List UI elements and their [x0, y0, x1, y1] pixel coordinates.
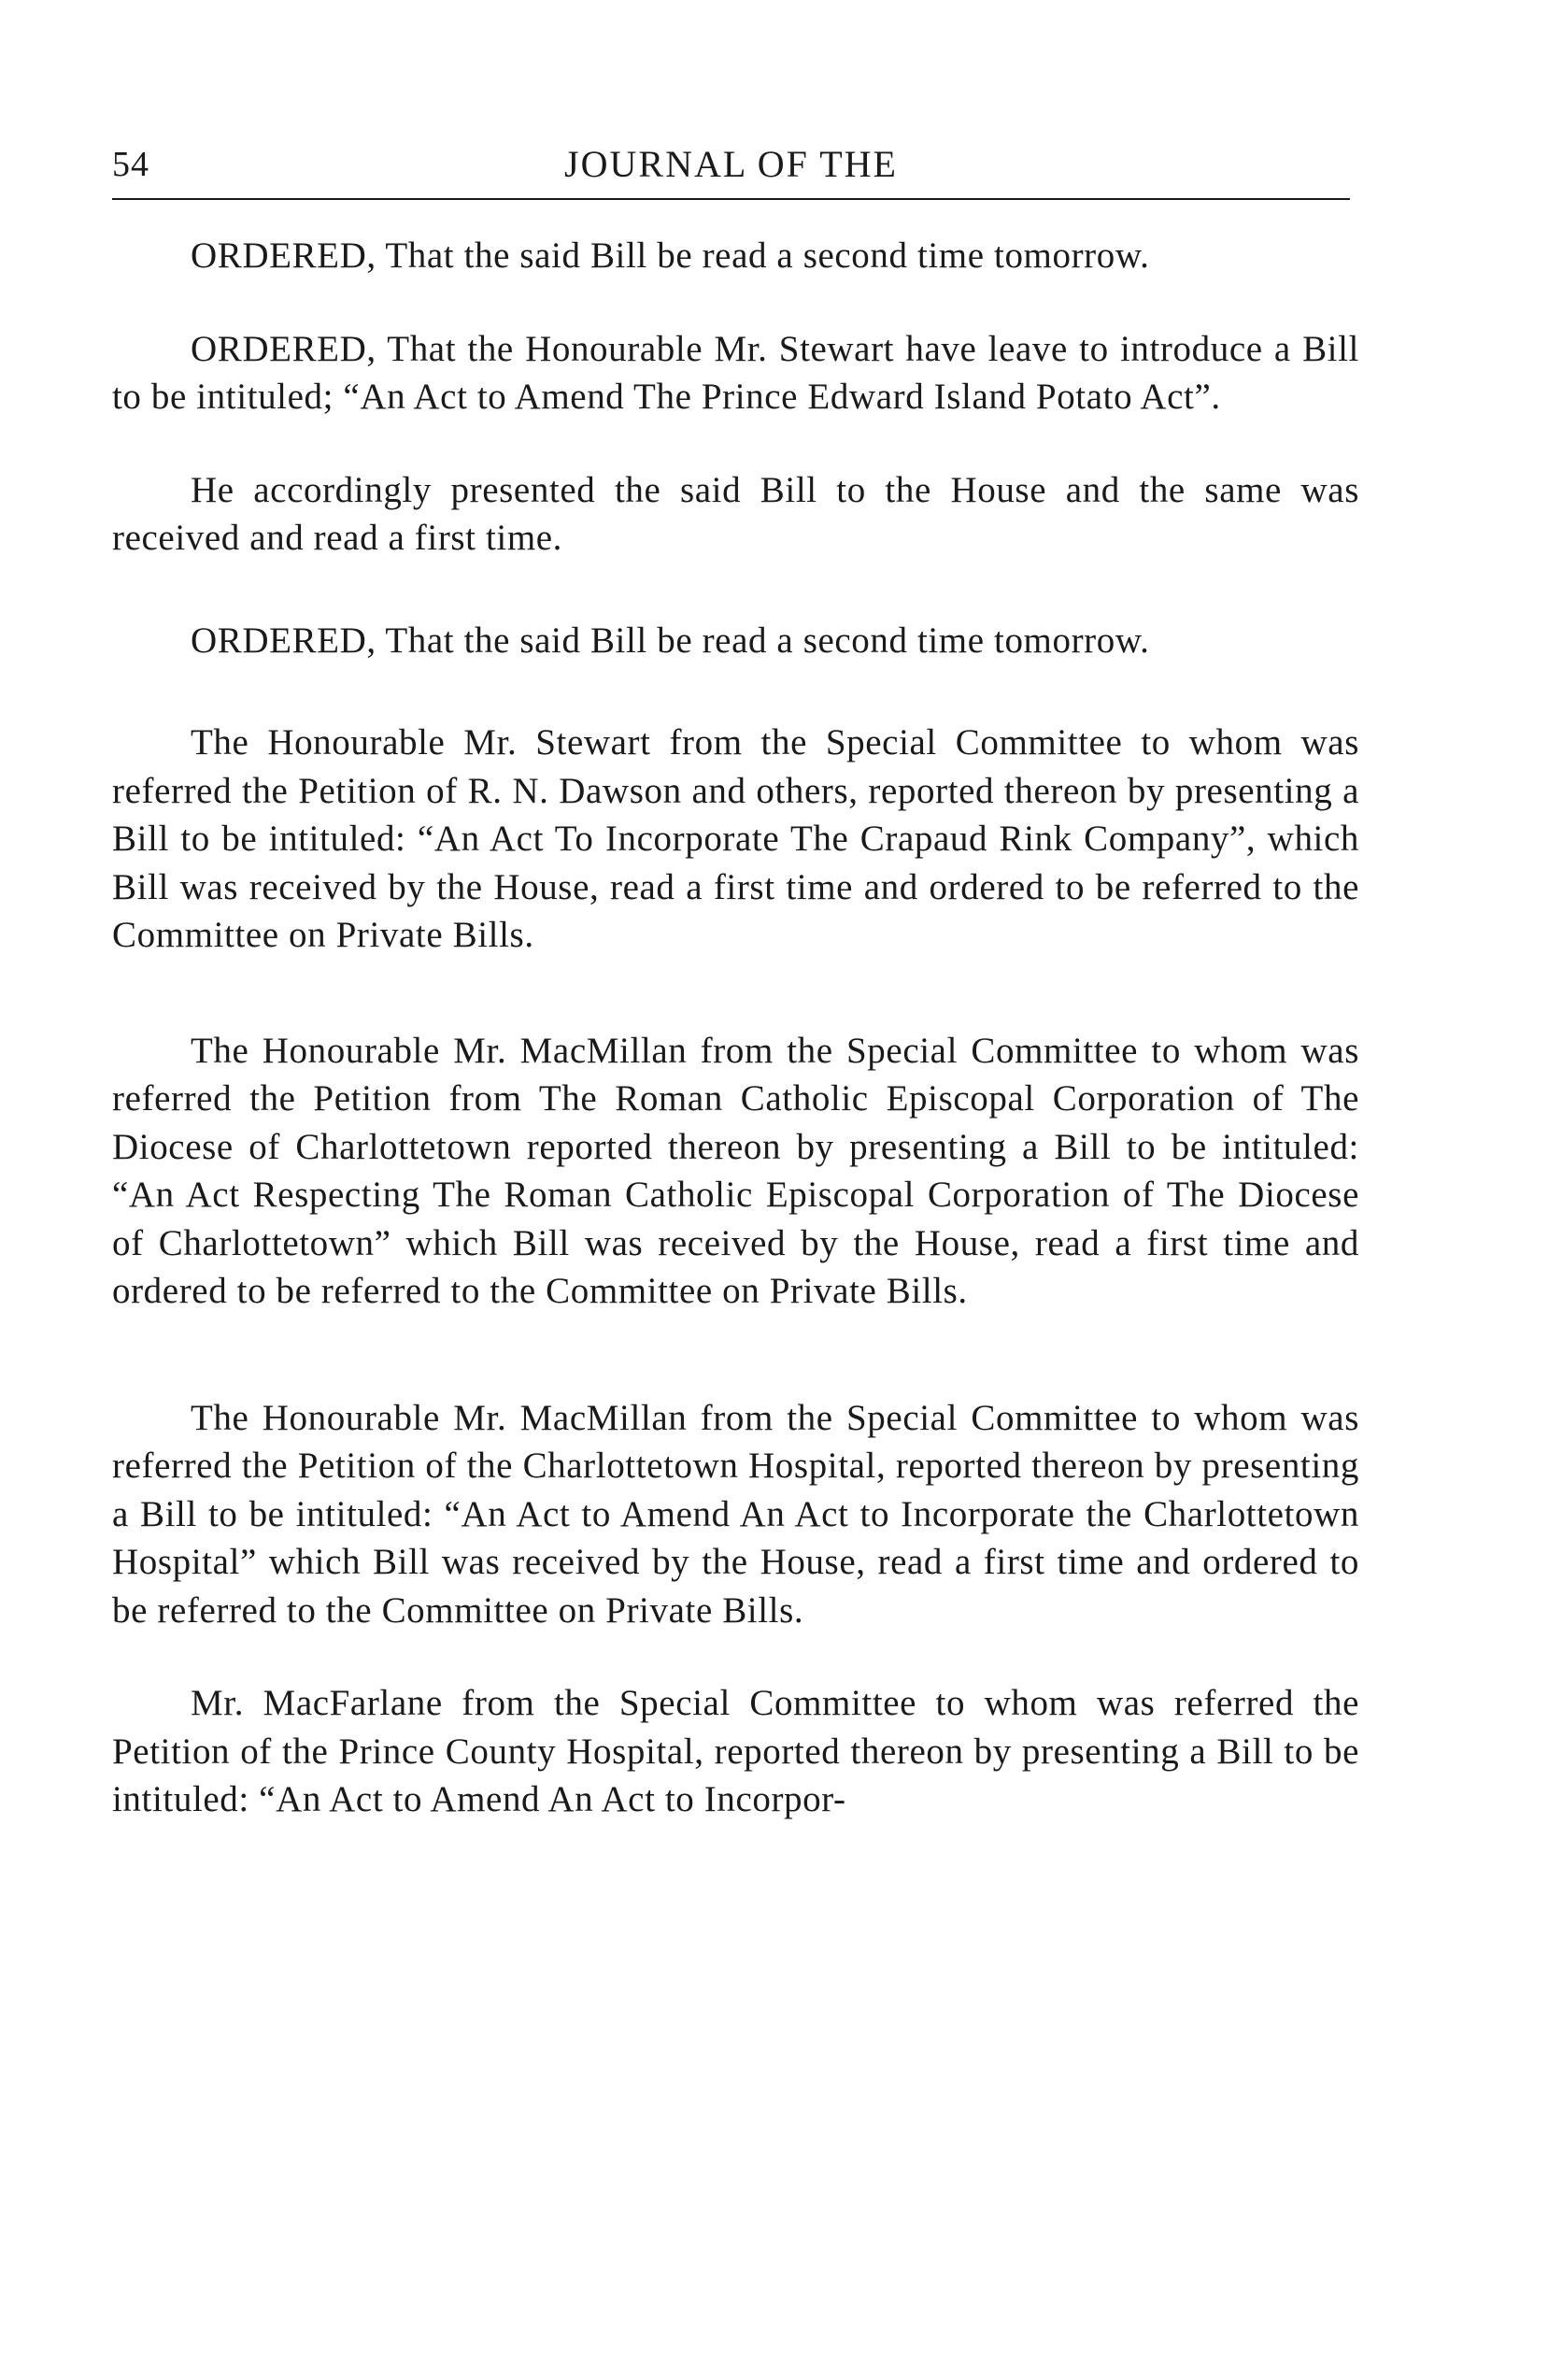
order-second-reading-1: ORDERED, That the said Bill be read a second time tomorrow.: [191, 235, 1150, 276]
order-second-reading-2: ORDERED, That the said Bill be read a second time tomorrow.: [191, 620, 1150, 661]
bill-presented-first-reading: He accordingly presented the said Bill to the House and the same was received and read a first time.: [112, 469, 1359, 558]
episcopal-corporation-report: The Honourable Mr. MacMillan from the Special Committee to whom was referred the Petition from The Roman Catholic Episcopal Corporation of The Diocese of Charlottetown reported thereon by presenting a Bill to be intituled: “An Act Respecting The Roman Catholic Episcopal Corporation of The Diocese of Charlottetown” which Bill was received by the House, read a first time and ordered to be referred to the Committee on Private Bills.: [112, 1030, 1359, 1311]
prince-county-hospital-report: Mr. MacFarlane from the Special Committee to whom was referred the Petition of the Prince County Hospital, reported thereon by presenting a Bill to be intituled: “An Act to Amend An Act to Incorpor-: [112, 1683, 1359, 1819]
page-number: 54: [112, 145, 149, 184]
journal-title: JOURNAL OF THE: [564, 143, 898, 185]
journal-body: [112, 232, 1359, 1824]
running-head: [112, 133, 1350, 200]
crapaud-rink-report: The Honourable Mr. Stewart from the Special Committee to whom was referred the Petition of R. N. Dawson and others, reported thereon by presenting a Bill to be intituled: “An Act To Incorporate The Crapaud Rink Company”, which Bill was received by the House, read a first time and ordered to be referred to the Committee on Private Bills.: [112, 722, 1359, 955]
charlottetown-hospital-report: The Honourable Mr. MacMillan from the Special Committee to whom was referred the Petition of the Charlottetown Hospital, reported thereon by presenting a Bill to be intituled: “An Act to Amend An Act to Incorporate the Charlottetown Hospital” which Bill was received by the House, read a first time and ordered to be referred to the Committee on Private Bills.: [112, 1397, 1359, 1631]
order-leave-to-introduce: ORDERED, That the Honourable Mr. Stewart have leave to introduce a Bill to be intituled; “An Act to Amend The Prince Edward Island Potato Act”.: [112, 328, 1359, 417]
